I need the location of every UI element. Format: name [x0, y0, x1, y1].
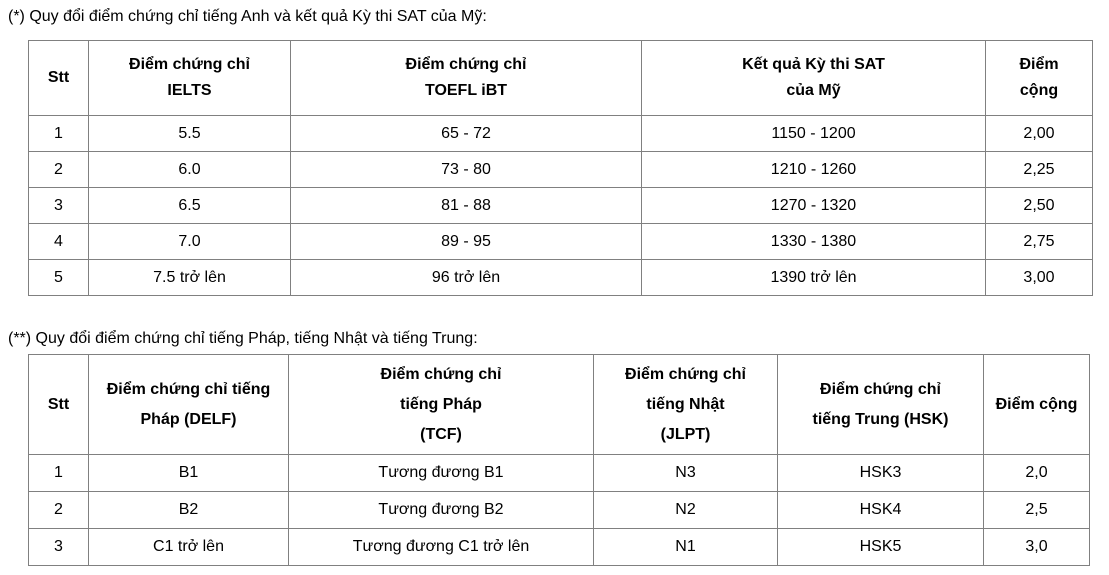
table-cell: 7.5 trở lên [89, 260, 291, 296]
table-cell: 3,00 [986, 260, 1093, 296]
table-cell: 7.0 [89, 224, 291, 260]
header-line: tiếng Nhật [646, 395, 725, 413]
header-line: Kết quả Kỳ thi SAT [742, 56, 885, 73]
t1-header-toefl [291, 41, 642, 116]
table-cell: 89 - 95 [291, 224, 642, 260]
t2-header-stt [29, 355, 89, 455]
t1-header-bonus-points [986, 41, 1093, 116]
table-cell: 2,75 [986, 224, 1093, 260]
header-line: Điểm chứng chỉ [405, 56, 527, 73]
header-line: TOEFL iBT [424, 82, 508, 99]
table2-caption: (**) Quy đổi điểm chứng chỉ tiếng Pháp, tiếng Nhật và tiếng Trung: [8, 330, 478, 347]
table-cell: 81 - 88 [291, 188, 642, 224]
table1-caption: (*) Quy đổi điểm chứng chỉ tiếng Anh và kết quả Kỳ thi SAT của Mỹ: [8, 8, 487, 25]
table-cell: 65 - 72 [291, 116, 642, 152]
table-cell: 1210 - 1260 [642, 152, 986, 188]
table-cell: 1330 - 1380 [642, 224, 986, 260]
english-sat-conversion-table [28, 40, 1093, 296]
table-row [29, 152, 1093, 188]
table-row [29, 116, 1093, 152]
header-line: của Mỹ [786, 82, 841, 99]
header-line: Điểm cộng [995, 395, 1078, 413]
t1-header-sat [642, 41, 986, 116]
table2-header-row [29, 355, 1090, 455]
table-cell: 3 [29, 188, 89, 224]
t2-header-bonus-points [984, 355, 1090, 455]
header-line: Stt [47, 395, 70, 413]
table-cell: 1270 - 1320 [642, 188, 986, 224]
table-cell: C1 trở lên [89, 529, 289, 566]
header-line: Điểm chứng chỉ [129, 56, 250, 73]
t2-header-hsk [778, 355, 984, 455]
table-cell: N2 [594, 492, 778, 529]
table-cell: 2,5 [984, 492, 1090, 529]
header-line: Pháp (DELF) [140, 410, 237, 428]
table-cell: 2,25 [986, 152, 1093, 188]
table-row [29, 188, 1093, 224]
header-line: tiếng Trung (HSK) [812, 410, 949, 428]
french-japanese-chinese-conversion-table [28, 354, 1090, 566]
table-cell: 96 trở lên [291, 260, 642, 296]
table-row [29, 260, 1093, 296]
t2-header-delf [89, 355, 289, 455]
table-cell: Tương đương B1 [289, 455, 594, 492]
table-row [29, 529, 1090, 566]
table-cell: N3 [594, 455, 778, 492]
table-cell: 3 [29, 529, 89, 566]
table-cell: Tương đương B2 [289, 492, 594, 529]
table-cell: 3,0 [984, 529, 1090, 566]
table-cell: Tương đương C1 trở lên [289, 529, 594, 566]
header-line: Stt [47, 69, 70, 86]
table-cell: 1150 - 1200 [642, 116, 986, 152]
header-line: Điểm chứng chỉ tiếng [106, 380, 271, 398]
table-cell: 5 [29, 260, 89, 296]
table-cell: 6.0 [89, 152, 291, 188]
header-line: tiếng Pháp [400, 395, 482, 413]
table-cell: B1 [89, 455, 289, 492]
header-line: (TCF) [420, 425, 462, 443]
header-line: Điểm chứng chỉ [380, 365, 502, 383]
header-line: Điểm chứng chỉ [625, 365, 746, 383]
table-cell: 2,00 [986, 116, 1093, 152]
table-cell: 73 - 80 [291, 152, 642, 188]
header-line: Điểm chứng chỉ [820, 380, 941, 398]
table-cell: 6.5 [89, 188, 291, 224]
table-cell: 2 [29, 492, 89, 529]
table1-header-row [29, 41, 1093, 116]
table-cell: 2,50 [986, 188, 1093, 224]
table-cell: HSK5 [778, 529, 984, 566]
t2-header-jlpt [594, 355, 778, 455]
table-cell: 4 [29, 224, 89, 260]
table-cell: HSK4 [778, 492, 984, 529]
table-row [29, 224, 1093, 260]
table-row [29, 455, 1090, 492]
header-line: IELTS [167, 82, 212, 99]
table-cell: B2 [89, 492, 289, 529]
table-cell: 1 [29, 116, 89, 152]
table-cell: 2,0 [984, 455, 1090, 492]
table-row [29, 492, 1090, 529]
table-cell: 5.5 [89, 116, 291, 152]
table-cell: 2 [29, 152, 89, 188]
t2-header-tcf [289, 355, 594, 455]
header-line: cộng [1019, 82, 1059, 99]
table-cell: N1 [594, 529, 778, 566]
t1-header-stt [29, 41, 89, 116]
table-cell: HSK3 [778, 455, 984, 492]
table-cell: 1 [29, 455, 89, 492]
t1-header-ielts [89, 41, 291, 116]
table-cell: 1390 trở lên [642, 260, 986, 296]
header-line: (JLPT) [660, 425, 711, 443]
header-line: Điểm [1019, 56, 1059, 73]
